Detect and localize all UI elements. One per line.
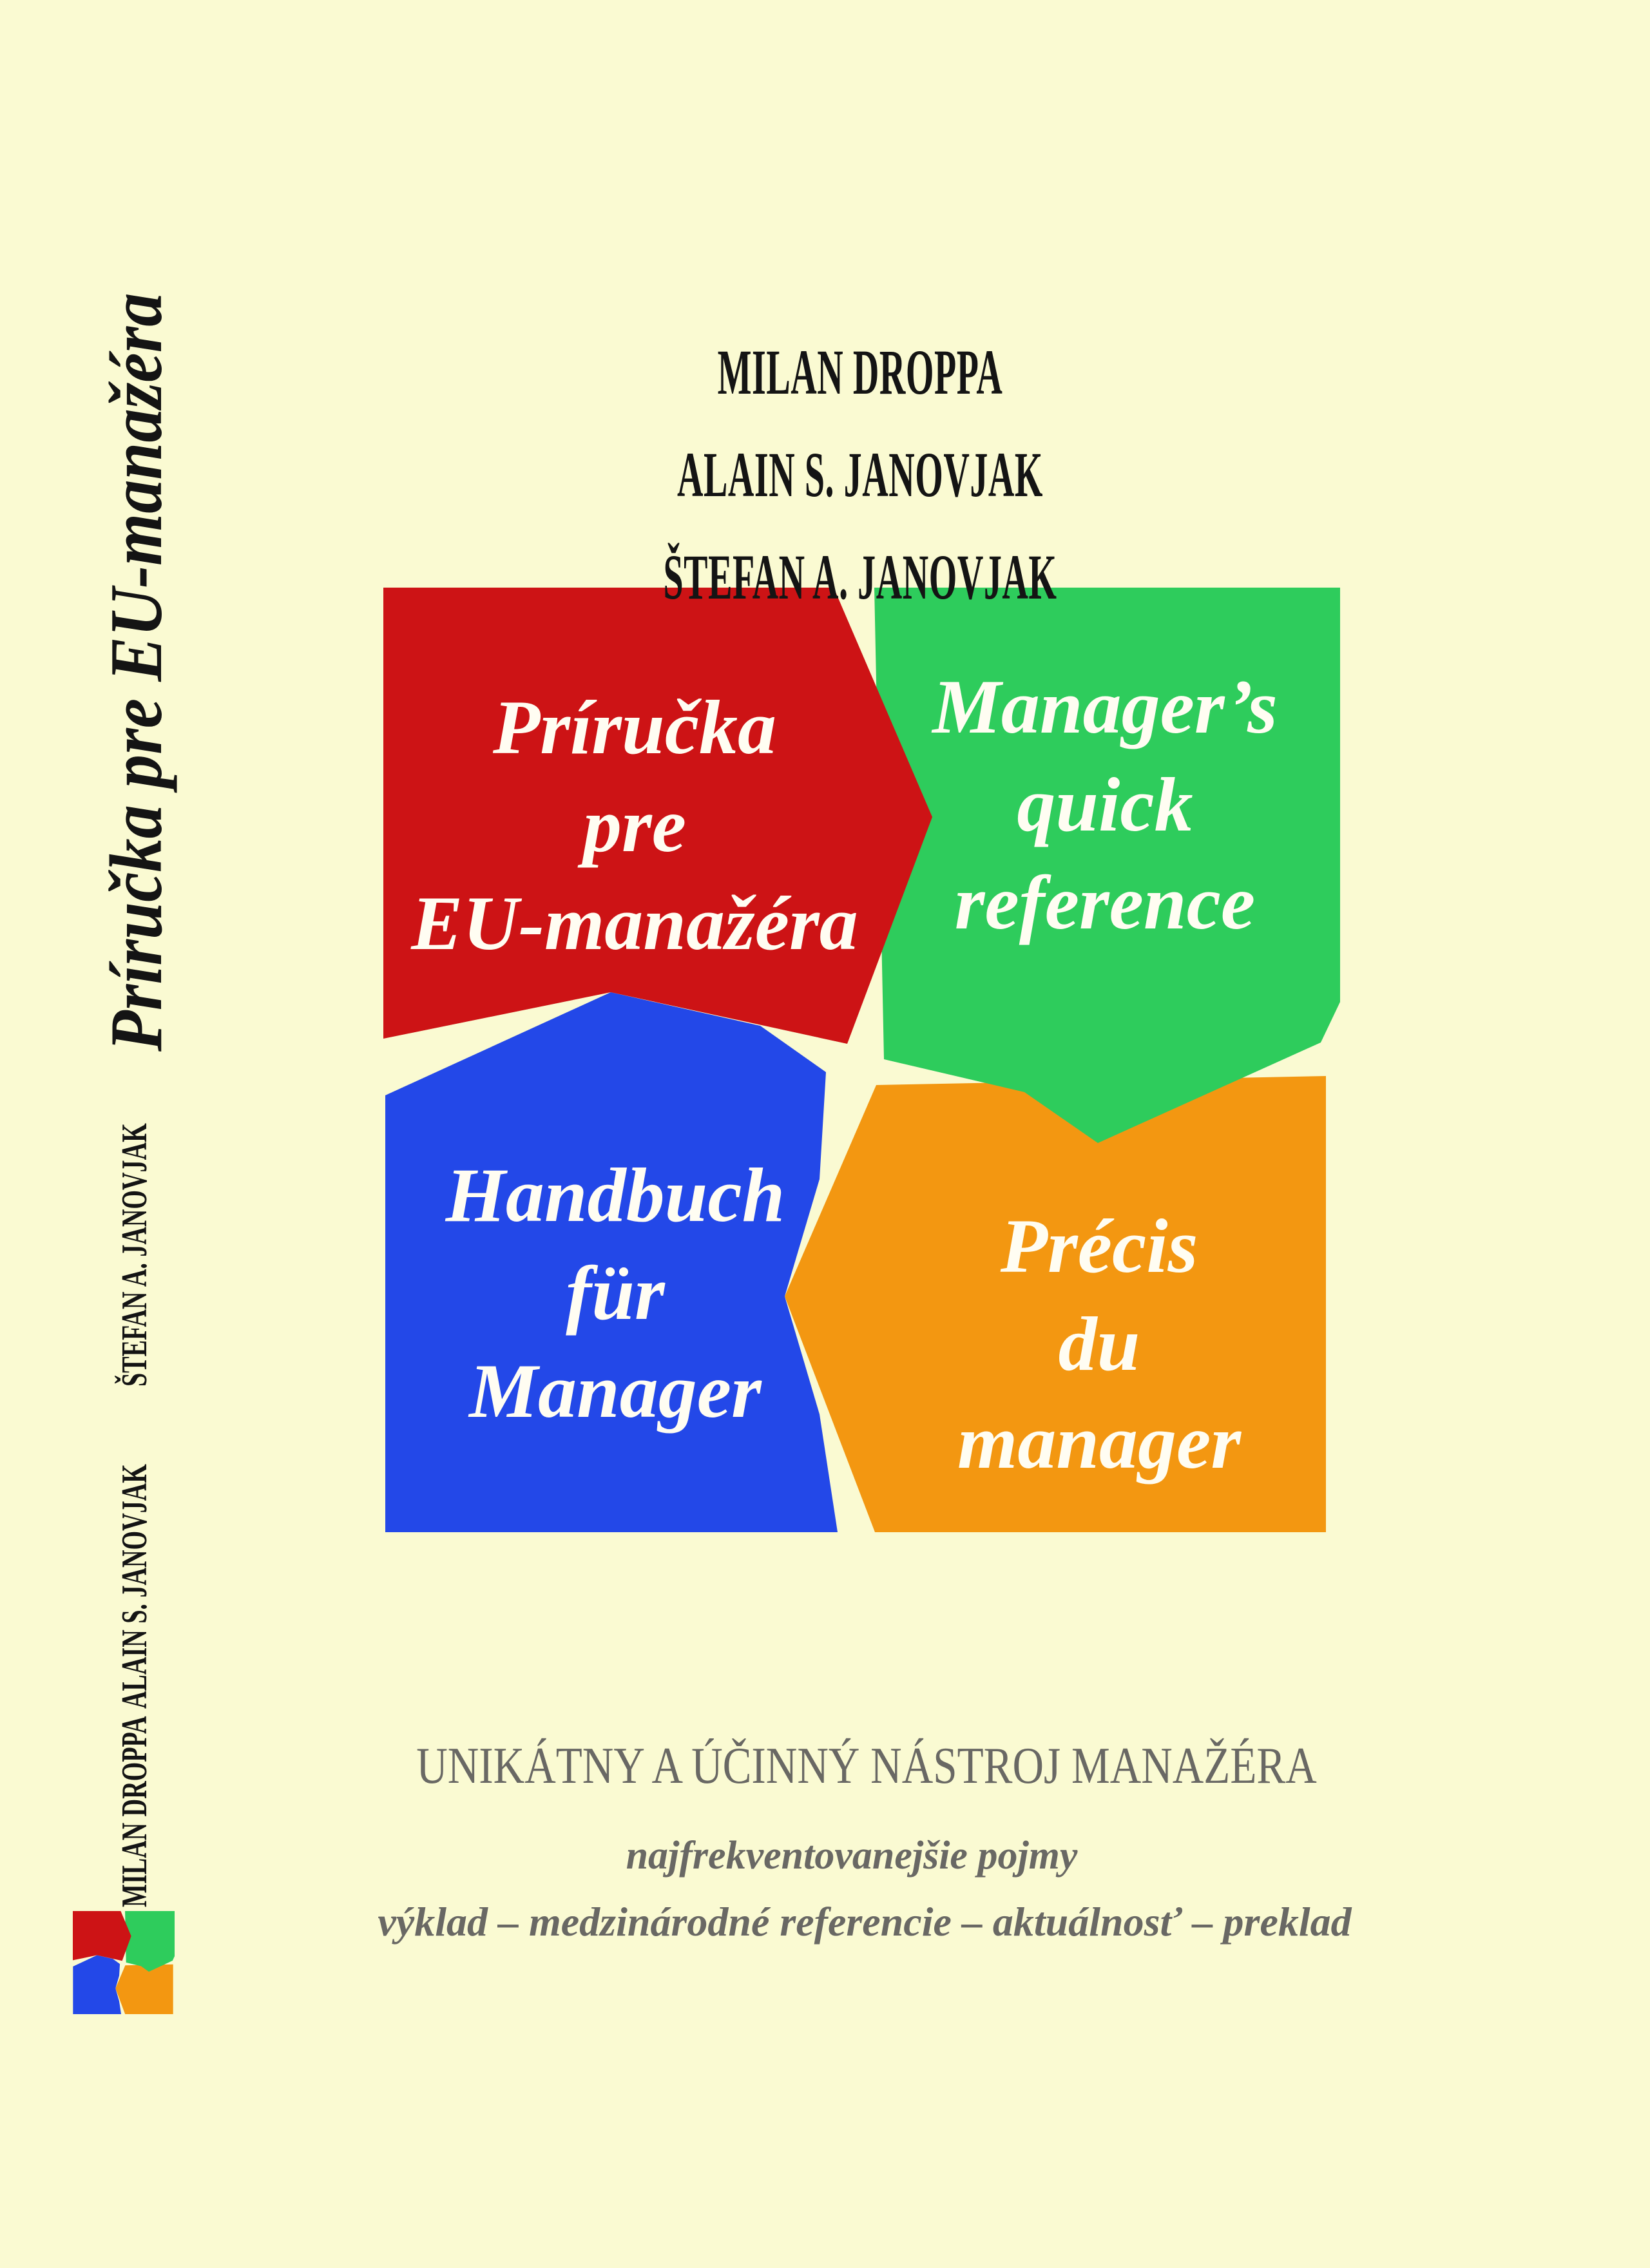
- tile-title-french: [957, 1197, 1241, 1491]
- tagline-subline-2: výklad – medzinárodné referencie – aktuálnosť – preklad: [378, 1899, 1352, 1945]
- tile-title-slovak: [411, 678, 858, 972]
- spine-author-text: ALAIN S. JANOVJAK: [115, 1464, 155, 1709]
- tile-line: Handbuch: [445, 1152, 785, 1238]
- spine-author-stefan: [113, 999, 156, 1387]
- tile-line: quick: [1017, 762, 1193, 847]
- front-author: ALAIN S. JANOVJAK: [676, 439, 1044, 510]
- tile-line: Précis: [1000, 1203, 1198, 1289]
- tile-line: EU-manažéra: [411, 880, 858, 966]
- tagline-heading: UNIKÁTNY A ÚČINNÝ NÁSTROJ MANAŽÉRA: [416, 1738, 1317, 1794]
- tile-line: Príručka: [492, 684, 777, 770]
- tile-line: du: [1058, 1301, 1140, 1387]
- spine-author-text: ŠTEFAN A. JANOVJAK: [115, 1123, 155, 1387]
- tile-title-english: [932, 658, 1278, 952]
- tile-line: Manager’s: [932, 664, 1278, 749]
- spine-title-text: Príručka pre EU-manažéra: [95, 293, 178, 1052]
- front-author-list: [499, 321, 1221, 628]
- tile-line: pre: [583, 782, 686, 868]
- puzzle-logo-icon: [73, 1911, 175, 2014]
- tile-line: für: [566, 1250, 665, 1336]
- tile-line: manager: [957, 1399, 1242, 1485]
- spine-author-text: MILAN DROPPA: [115, 1716, 155, 1907]
- tile-line: Manager: [469, 1348, 762, 1434]
- tile-title-german: [446, 1146, 785, 1440]
- tile-line: reference: [954, 860, 1256, 945]
- front-author: MILAN DROPPA: [717, 336, 1003, 408]
- tagline-subline-1: najfrekventovanejšie pojmy: [626, 1834, 1078, 1878]
- spine-title: [94, 209, 179, 1052]
- front-author: ŠTEFAN A. JANOVJAK: [663, 541, 1057, 613]
- spine-author-alain: [113, 1349, 156, 1709]
